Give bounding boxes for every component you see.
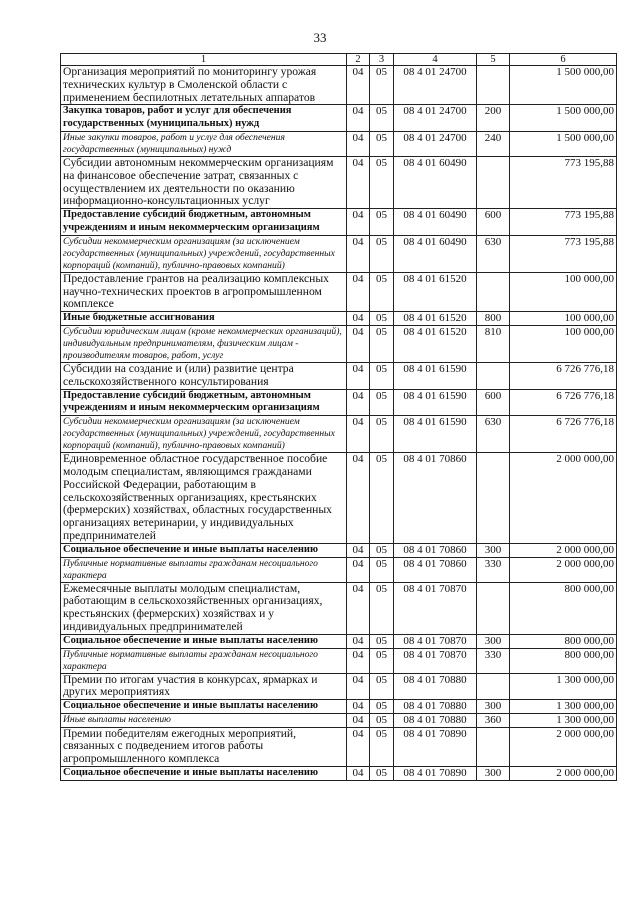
row-name-cell: Субсидии юридическим лицам (кроме некоммерческих организаций), индивидуальным предпринимателям, физическим лицам - производителям товаров, работ, услуг <box>61 325 347 362</box>
row-amount-cell: 1 300 000,00 <box>510 700 617 714</box>
header-col-5: 5 <box>477 54 510 66</box>
header-col-2: 2 <box>347 54 370 66</box>
row-expense-type-cell <box>477 582 510 634</box>
table-row <box>61 453 617 544</box>
row-name-cell: Единовременное областное государственное пособие молодым специалистам, являющимся гражданами Российской Федерации, работающим в сельскохозяйственных организациях, крестьянских (фермерских) хозяйствах, областных государственных организациях ветеринарии, у индивидуальных предпринимателей <box>61 453 347 544</box>
table-row <box>61 66 617 105</box>
row-target-code-cell: 08 4 01 70860 <box>394 543 477 557</box>
table-row <box>61 543 617 557</box>
row-subsection-cell: 05 <box>370 131 394 156</box>
row-section-cell: 04 <box>347 389 370 416</box>
row-target-code-cell: 08 4 01 61590 <box>394 362 477 389</box>
row-target-code-cell: 08 4 01 70890 <box>394 767 477 781</box>
row-expense-type-cell: 300 <box>477 543 510 557</box>
row-expense-type-cell <box>477 66 510 105</box>
row-target-code-cell: 08 4 01 60490 <box>394 235 477 272</box>
row-subsection-cell: 05 <box>370 235 394 272</box>
row-subsection-cell: 05 <box>370 727 394 766</box>
row-amount-cell: 1 500 000,00 <box>510 66 617 105</box>
row-target-code-cell: 08 4 01 60490 <box>394 156 477 208</box>
row-section-cell: 04 <box>347 582 370 634</box>
row-expense-type-cell: 360 <box>477 713 510 727</box>
row-name-cell: Субсидии некоммерческим организациям (за исключением государственных (муниципальных) учреждений, государственных корпораций (компаний), публично-правовых компаний) <box>61 235 347 272</box>
table-row <box>61 634 617 648</box>
table-row <box>61 416 617 453</box>
row-amount-cell: 6 726 776,18 <box>510 362 617 389</box>
table-row <box>61 727 617 766</box>
row-name-cell: Организация мероприятий по мониторингу урожая технических культур в Смоленской области с применением беспилотных летательных аппаратов <box>61 66 347 105</box>
row-name-cell: Премии по итогам участия в конкурсах, ярмарках и других мероприятиях <box>61 673 347 700</box>
row-section-cell: 04 <box>347 453 370 544</box>
row-amount-cell: 800 000,00 <box>510 634 617 648</box>
row-amount-cell: 2 000 000,00 <box>510 543 617 557</box>
row-subsection-cell: 05 <box>370 582 394 634</box>
table-row <box>61 713 617 727</box>
row-amount-cell: 2 000 000,00 <box>510 557 617 582</box>
table-row <box>61 156 617 208</box>
row-name-cell: Ежемесячные выплаты молодым специалистам, работающим в сельскохозяйственных организациях, крестьянских (фермерских) хозяйствах и у индивидуальных предпринимателей <box>61 582 347 634</box>
row-target-code-cell: 08 4 01 70890 <box>394 727 477 766</box>
table-body <box>61 66 617 781</box>
row-name-cell: Предоставление субсидий бюджетным, автономным учреждениям и иным некоммерческим организациям <box>61 389 347 416</box>
row-section-cell: 04 <box>347 235 370 272</box>
row-subsection-cell: 05 <box>370 272 394 311</box>
row-expense-type-cell: 810 <box>477 325 510 362</box>
row-name-cell: Иные выплаты населению <box>61 713 347 727</box>
row-name-cell: Предоставление грантов на реализацию комплексных научно-технических проектов в агропромышленном комплексе <box>61 272 347 311</box>
row-target-code-cell: 08 4 01 70880 <box>394 700 477 714</box>
row-section-cell: 04 <box>347 543 370 557</box>
row-subsection-cell: 05 <box>370 156 394 208</box>
row-subsection-cell: 05 <box>370 543 394 557</box>
row-name-cell: Предоставление субсидий бюджетным, автономным учреждениям и иным некоммерческим организациям <box>61 209 347 236</box>
row-section-cell: 04 <box>347 312 370 326</box>
header-col-1: 1 <box>61 54 347 66</box>
table-row <box>61 272 617 311</box>
row-expense-type-cell: 600 <box>477 209 510 236</box>
row-expense-type-cell: 300 <box>477 634 510 648</box>
row-expense-type-cell <box>477 362 510 389</box>
row-amount-cell: 800 000,00 <box>510 582 617 634</box>
row-amount-cell: 773 195,88 <box>510 156 617 208</box>
row-section-cell: 04 <box>347 767 370 781</box>
row-name-cell: Премии победителям ежегодных мероприятий, связанных с подведением итогов работы агропромышленного комплекса <box>61 727 347 766</box>
row-expense-type-cell <box>477 272 510 311</box>
row-amount-cell: 2 000 000,00 <box>510 727 617 766</box>
row-expense-type-cell: 330 <box>477 648 510 673</box>
row-section-cell: 04 <box>347 713 370 727</box>
row-name-cell: Социальное обеспечение и иные выплаты населению <box>61 634 347 648</box>
row-subsection-cell: 05 <box>370 325 394 362</box>
header-row <box>61 54 617 66</box>
row-expense-type-cell: 630 <box>477 235 510 272</box>
table-row <box>61 648 617 673</box>
budget-table <box>60 53 617 781</box>
row-name-cell: Закупка товаров, работ и услуг для обеспечения государственных (муниципальных) нужд <box>61 105 347 132</box>
row-expense-type-cell: 800 <box>477 312 510 326</box>
row-amount-cell: 100 000,00 <box>510 272 617 311</box>
row-expense-type-cell <box>477 156 510 208</box>
row-name-cell: Публичные нормативные выплаты гражданам несоциального характера <box>61 648 347 673</box>
header-col-6: 6 <box>510 54 617 66</box>
table-row <box>61 362 617 389</box>
table-header <box>61 54 617 66</box>
row-expense-type-cell: 600 <box>477 389 510 416</box>
row-name-cell: Социальное обеспечение и иные выплаты населению <box>61 700 347 714</box>
table-row <box>61 105 617 132</box>
row-target-code-cell: 08 4 01 70880 <box>394 713 477 727</box>
row-name-cell: Иные бюджетные ассигнования <box>61 312 347 326</box>
table-row <box>61 325 617 362</box>
row-section-cell: 04 <box>347 66 370 105</box>
row-section-cell: 04 <box>347 648 370 673</box>
row-subsection-cell: 05 <box>370 362 394 389</box>
table-row <box>61 700 617 714</box>
row-section-cell: 04 <box>347 673 370 700</box>
header-col-4: 4 <box>394 54 477 66</box>
table-row <box>61 557 617 582</box>
row-subsection-cell: 05 <box>370 673 394 700</box>
table-row <box>61 673 617 700</box>
row-expense-type-cell <box>477 453 510 544</box>
row-subsection-cell: 05 <box>370 453 394 544</box>
row-amount-cell: 1 300 000,00 <box>510 713 617 727</box>
row-target-code-cell: 08 4 01 24700 <box>394 66 477 105</box>
row-subsection-cell: 05 <box>370 209 394 236</box>
row-subsection-cell: 05 <box>370 767 394 781</box>
row-amount-cell: 773 195,88 <box>510 235 617 272</box>
row-name-cell: Иные закупки товаров, работ и услуг для обеспечения государственных (муниципальных) нужд <box>61 131 347 156</box>
row-target-code-cell: 08 4 01 70870 <box>394 648 477 673</box>
table-row <box>61 389 617 416</box>
row-subsection-cell: 05 <box>370 700 394 714</box>
row-amount-cell: 1 500 000,00 <box>510 105 617 132</box>
row-amount-cell: 1 300 000,00 <box>510 673 617 700</box>
row-expense-type-cell: 300 <box>477 700 510 714</box>
row-section-cell: 04 <box>347 416 370 453</box>
row-name-cell: Субсидии на создание и (или) развитие центра сельскохозяйственного консультирования <box>61 362 347 389</box>
row-expense-type-cell: 240 <box>477 131 510 156</box>
table-row <box>61 131 617 156</box>
row-amount-cell: 100 000,00 <box>510 325 617 362</box>
row-section-cell: 04 <box>347 156 370 208</box>
row-subsection-cell: 05 <box>370 66 394 105</box>
row-amount-cell: 100 000,00 <box>510 312 617 326</box>
row-section-cell: 04 <box>347 325 370 362</box>
row-amount-cell: 2 000 000,00 <box>510 767 617 781</box>
page-number: 33 <box>313 30 327 45</box>
row-section-cell: 04 <box>347 634 370 648</box>
row-expense-type-cell: 630 <box>477 416 510 453</box>
row-section-cell: 04 <box>347 700 370 714</box>
row-target-code-cell: 08 4 01 70870 <box>394 582 477 634</box>
header-col-3: 3 <box>370 54 394 66</box>
row-expense-type-cell: 200 <box>477 105 510 132</box>
row-name-cell: Субсидии автономным некоммерческим организациям на финансовое обеспечение затрат, связанных с осуществлением их деятельности по оказанию информационно-консультационных услуг <box>61 156 347 208</box>
row-expense-type-cell: 330 <box>477 557 510 582</box>
row-target-code-cell: 08 4 01 61590 <box>394 416 477 453</box>
row-name-cell: Социальное обеспечение и иные выплаты населению <box>61 767 347 781</box>
row-section-cell: 04 <box>347 272 370 311</box>
row-expense-type-cell: 300 <box>477 767 510 781</box>
row-expense-type-cell <box>477 727 510 766</box>
row-amount-cell: 6 726 776,18 <box>510 389 617 416</box>
row-target-code-cell: 08 4 01 61520 <box>394 312 477 326</box>
table-row <box>61 209 617 236</box>
row-subsection-cell: 05 <box>370 648 394 673</box>
row-subsection-cell: 05 <box>370 416 394 453</box>
row-subsection-cell: 05 <box>370 389 394 416</box>
row-target-code-cell: 08 4 01 70880 <box>394 673 477 700</box>
row-name-cell: Субсидии некоммерческим организациям (за исключением государственных (муниципальных) учреждений, государственных корпораций (компаний), публично-правовых компаний) <box>61 416 347 453</box>
row-section-cell: 04 <box>347 131 370 156</box>
row-target-code-cell: 08 4 01 60490 <box>394 209 477 236</box>
row-target-code-cell: 08 4 01 24700 <box>394 105 477 132</box>
table-row <box>61 312 617 326</box>
row-section-cell: 04 <box>347 557 370 582</box>
row-target-code-cell: 08 4 01 70860 <box>394 453 477 544</box>
row-target-code-cell: 08 4 01 24700 <box>394 131 477 156</box>
row-name-cell: Публичные нормативные выплаты гражданам несоциального характера <box>61 557 347 582</box>
row-amount-cell: 6 726 776,18 <box>510 416 617 453</box>
row-amount-cell: 2 000 000,00 <box>510 453 617 544</box>
row-target-code-cell: 08 4 01 61520 <box>394 325 477 362</box>
row-amount-cell: 800 000,00 <box>510 648 617 673</box>
row-section-cell: 04 <box>347 362 370 389</box>
row-amount-cell: 773 195,88 <box>510 209 617 236</box>
row-expense-type-cell <box>477 673 510 700</box>
row-subsection-cell: 05 <box>370 713 394 727</box>
table-row <box>61 582 617 634</box>
table-row <box>61 767 617 781</box>
row-target-code-cell: 08 4 01 61590 <box>394 389 477 416</box>
row-name-cell: Социальное обеспечение и иные выплаты населению <box>61 543 347 557</box>
row-subsection-cell: 05 <box>370 557 394 582</box>
row-subsection-cell: 05 <box>370 312 394 326</box>
table-row <box>61 235 617 272</box>
row-section-cell: 04 <box>347 105 370 132</box>
row-target-code-cell: 08 4 01 61520 <box>394 272 477 311</box>
row-target-code-cell: 08 4 01 70860 <box>394 557 477 582</box>
row-target-code-cell: 08 4 01 70870 <box>394 634 477 648</box>
row-section-cell: 04 <box>347 209 370 236</box>
row-amount-cell: 1 500 000,00 <box>510 131 617 156</box>
row-subsection-cell: 05 <box>370 105 394 132</box>
row-section-cell: 04 <box>347 727 370 766</box>
row-subsection-cell: 05 <box>370 634 394 648</box>
